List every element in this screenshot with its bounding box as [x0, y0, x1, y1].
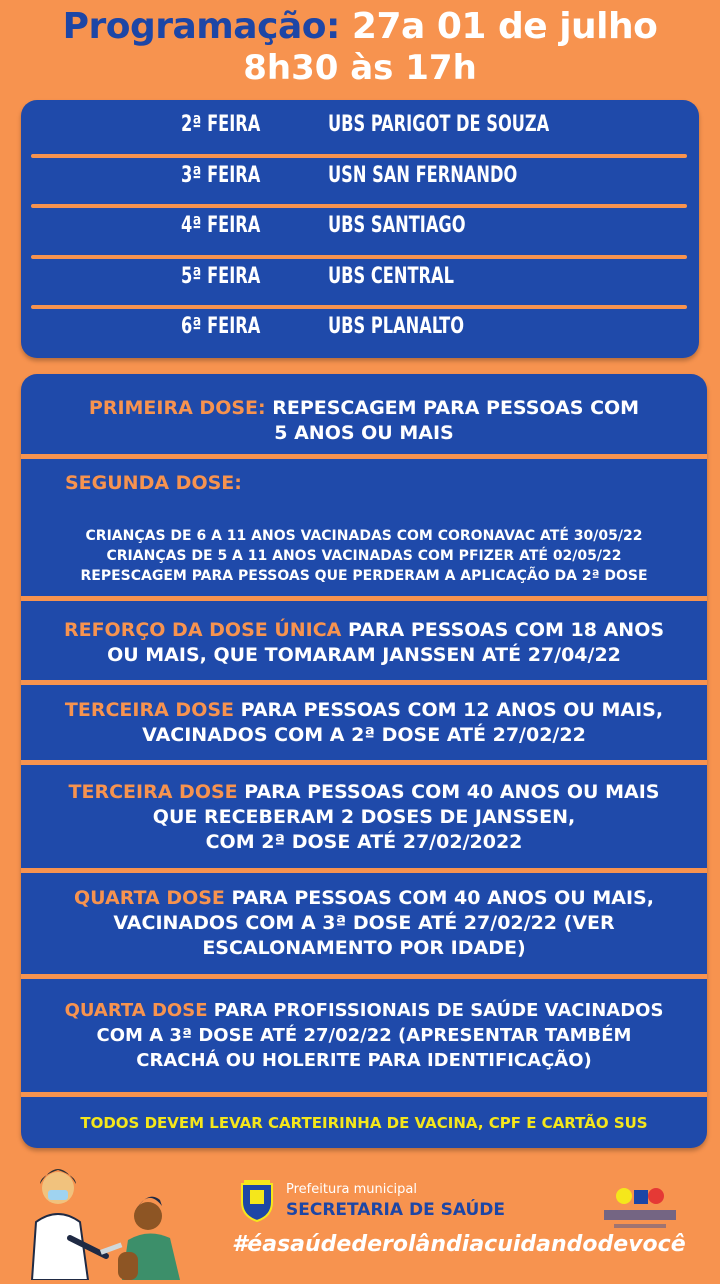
dose-text: OU MAIS, QUE TOMARAM JANSSEN ATÉ 27/04/22	[107, 644, 621, 666]
header	[0, 6, 720, 88]
dose-text: PARA PESSOAS COM 18 ANOS	[348, 619, 665, 641]
schedule-place: UBS CENTRAL	[328, 264, 454, 289]
dose-label: TERCEIRA DOSE	[68, 781, 238, 803]
title-dates: 27a 01 de julho	[351, 6, 658, 47]
city-brand-logo	[600, 1180, 680, 1232]
dose-text: 5 ANOS OU MAIS	[274, 422, 454, 444]
schedule-day: 5ª FEIRA	[181, 264, 261, 289]
dose-text: ESCALONAMENTO POR IDADE)	[202, 937, 526, 959]
dose-label: QUARTA DOSE	[74, 887, 225, 909]
dose-line: CRIANÇAS DE 6 A 11 ANOS VACINADAS COM CORONAVAC ATÉ 30/05/22	[85, 528, 643, 544]
prefeitura-logo	[238, 1178, 506, 1226]
dose-text: PARA PESSOAS COM 40 ANOS OU MAIS	[244, 781, 660, 803]
secretaria-label: SECRETARIA DE SAÚDE	[286, 1200, 506, 1220]
schedule-row	[21, 153, 699, 201]
divider	[21, 868, 707, 873]
hours: 8h30 às 17h	[243, 48, 477, 88]
schedule-day: 3ª FEIRA	[181, 163, 261, 188]
schedule-place: UBS SANTIAGO	[328, 213, 466, 238]
prefeitura-label: Prefeitura municipal	[286, 1182, 417, 1197]
divider	[21, 760, 707, 765]
divider	[21, 1092, 707, 1097]
dose-line: REPESCAGEM PARA PESSOAS QUE PERDERAM A APLICAÇÃO DA 2ª DOSE	[80, 568, 648, 584]
segunda-dose-label: SEGUNDA DOSE:	[65, 472, 242, 494]
campaign-hashtag: #éasaúdederolândiacuidandodevocê	[232, 1232, 686, 1257]
dose-text: PARA PROFISSIONAIS DE SAÚDE VACINADOS	[213, 1000, 664, 1021]
divider	[21, 974, 707, 979]
title-label: Programação:	[62, 6, 340, 47]
city-crest-icon	[238, 1178, 276, 1222]
dose-label: REFORÇO DA DOSE ÚNICA	[63, 619, 342, 641]
schedule-day: 6ª FEIRA	[181, 314, 261, 339]
schedule-row	[21, 254, 699, 302]
divider	[21, 680, 707, 685]
dose-line: CRIANÇAS DE 5 A 11 ANOS VACINADAS COM PFIZER ATÉ 02/05/22	[106, 548, 622, 564]
segunda-dose-lines	[21, 526, 707, 586]
schedule-panel	[21, 100, 699, 358]
schedule-row	[21, 304, 699, 352]
quarta-dose-block-1	[21, 886, 707, 961]
final-note: TODOS DEVEM LEVAR CARTEIRINHA DE VACINA, CPF E CARTÃO SUS	[80, 1114, 648, 1132]
page-title	[0, 6, 720, 48]
schedule-day: 2ª FEIRA	[181, 112, 261, 137]
dose-text: COM 2ª DOSE ATÉ 27/02/2022	[205, 831, 523, 853]
quarta-dose-block-2	[21, 998, 707, 1073]
dose-label: TERCEIRA DOSE	[64, 699, 235, 721]
dose-text: COM A 3ª DOSE ATÉ 27/02/22 (APRESENTAR TAMBÉM	[96, 1025, 632, 1046]
schedule-place: UBS PARIGOT DE SOUZA	[328, 112, 550, 137]
dose-text: VACINADOS COM A 2ª DOSE ATÉ 27/02/22	[142, 724, 586, 746]
dose-text: VACINADOS COM A 3ª DOSE ATÉ 27/02/22 (VER	[113, 912, 615, 934]
nurse-vaccinating-illustration	[10, 1160, 200, 1280]
schedule-place: UBS PLANALTO	[328, 314, 465, 339]
schedule-place: USN SAN FERNANDO	[328, 163, 518, 188]
dose-text: PARA PESSOAS COM 40 ANOS OU MAIS,	[231, 887, 654, 909]
terceira-dose-block-1	[21, 698, 707, 748]
divider	[21, 454, 707, 459]
dose-text: PARA PESSOAS COM 12 ANOS OU MAIS,	[240, 699, 664, 721]
dose-text: CRACHÁ OU HOLERITE PARA IDENTIFICAÇÃO)	[136, 1050, 592, 1071]
reforco-block	[21, 618, 707, 668]
dose-text: REPESCAGEM PARA PESSOAS COM	[272, 397, 640, 419]
dose-label: PRIMEIRA DOSE:	[88, 397, 266, 419]
dose-label: QUARTA DOSE	[64, 1000, 208, 1021]
primeira-dose-block	[21, 396, 707, 446]
schedule-row	[21, 203, 699, 251]
terceira-dose-block-2	[21, 780, 707, 855]
doses-panel	[21, 374, 707, 1148]
dose-text: QUE RECEBERAM 2 DOSES DE JANSSEN,	[152, 806, 576, 828]
schedule-day: 4ª FEIRA	[181, 213, 261, 238]
schedule-row	[21, 102, 699, 150]
divider	[21, 596, 707, 601]
